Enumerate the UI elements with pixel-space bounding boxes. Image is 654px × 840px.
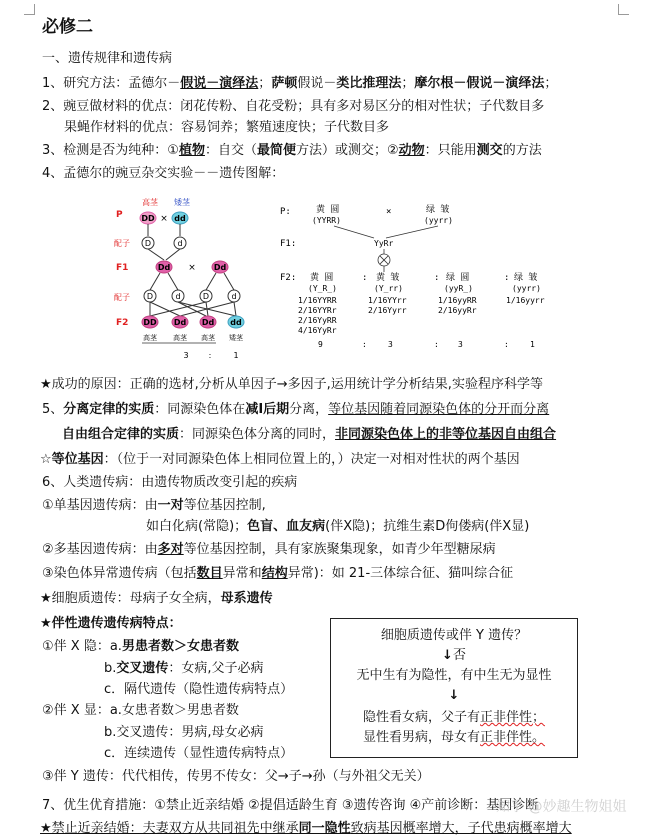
svg-text:D: D — [146, 292, 154, 301]
f2-col-green-round — [438, 272, 477, 349]
ratio-9: 9 — [318, 340, 323, 349]
label-gamete-2: 配子 — [114, 293, 130, 302]
svg-text::: : — [208, 351, 212, 360]
svg-text:(yyrr): (yyrr) — [424, 216, 453, 225]
line-xr-3: c．隔代遗传（隐性遗传病特点） — [104, 682, 294, 697]
svg-text:高茎: 高茎 — [201, 334, 215, 342]
svg-text:d: d — [177, 239, 183, 248]
svg-text:dd: dd — [174, 214, 186, 223]
line-allele-definition: ☆等位基因：（位于一对同源染色体上相同位置上的，）决定一对相对性状的两个基因 — [40, 452, 520, 467]
label-F2: F2 — [116, 318, 129, 328]
svg-text::: : — [504, 340, 509, 349]
svg-text:×: × — [188, 263, 196, 273]
box-arrow: ↓ — [448, 688, 460, 703]
svg-text:Dd: Dd — [201, 318, 215, 327]
line-eugenics-measures: 7、优生优育措施：①禁止近亲结婚 ②提倡适龄生育 ③遗传咨询 ④产前诊断：基因诊断 — [42, 798, 539, 813]
svg-text:d: d — [175, 292, 181, 301]
line-human-genetic-disease: 6、人类遗传病：由遗传物质改变引起的疾病 — [42, 475, 298, 490]
svg-text:2/16Yyrr: 2/16Yyrr — [368, 306, 407, 315]
line-segregation-law: 5、分离定律的实质：同源染色体在减Ⅰ后期分离，等位基因随着同源染色体的分开而分离 — [42, 402, 550, 417]
line-xd-3: c．连续遗传（显性遗传病特点） — [104, 746, 294, 761]
svg-text:DD: DD — [141, 214, 155, 223]
svg-text:1/16yyrr: 1/16yyrr — [506, 296, 545, 305]
svg-text:2/16yyRr: 2/16yyRr — [438, 306, 477, 315]
line-xr-2: b.交叉遗传：女病,父子必病 — [104, 661, 264, 676]
watermark: 知乎 @妙趣生物姐姐 — [496, 799, 627, 815]
ratio-3b: 3 — [458, 340, 463, 349]
label-short: 矮茎 — [174, 198, 190, 207]
ratio-1: 1 — [530, 340, 535, 349]
corner-mark-top-left — [24, 4, 35, 15]
line-multi-gene: ②多基因遗传病：由多对等位基因控制，具有家族聚集现象，如青少年型糖尿病 — [42, 542, 496, 557]
label-tall: 高茎 — [142, 198, 158, 207]
ratio-3a: 3 — [388, 340, 393, 349]
svg-text::: : — [504, 273, 510, 283]
svg-text:DD: DD — [143, 318, 157, 327]
line-sex-linked-heading: ★伴性遗传遗传病特点： — [40, 616, 182, 631]
svg-text::: : — [434, 340, 439, 349]
box-no-arrow: ↓否 — [442, 648, 466, 663]
svg-text:2/16YYRr: 2/16YYRr — [298, 306, 337, 315]
line-success-reasons: ★成功的原因：正确的选材,分析从单因子→多因子,运用统计学分析结果,实验程序科学等 — [40, 377, 543, 392]
svg-text:(YYRR): (YYRR) — [312, 216, 341, 225]
svg-text:D: D — [202, 292, 210, 301]
svg-text:(yyR_): (yyR_) — [444, 284, 473, 293]
svg-text:Dd: Dd — [157, 263, 171, 272]
box-recessive-rule: 隐性看女病，父子有正非伴性； — [362, 710, 546, 725]
svg-text:黄 圆: 黄 圆 — [316, 205, 340, 215]
line-single-gene-examples: 如白化病(常隐)；色盲、血友病(伴X隐)；抗维生素D佝偻病(伴X显) — [146, 519, 530, 534]
f2-col-green-wrinkled — [506, 271, 545, 349]
label-gamete-1: 配子 — [114, 239, 130, 248]
line-independent-assortment: 自由组合定律的实质：同源染色体分离的同时，非同源染色体上的非等位基因自由组合 — [62, 427, 557, 442]
dihybrid-cross-diagram — [278, 204, 568, 354]
line-xd-1: ②伴 X 显：a.女患者数＞男患者数 — [42, 703, 239, 718]
line-fruitfly-advantages: 果蝇作材料的优点：容易饲养；繁殖速度快；子代数目多 — [64, 120, 390, 135]
box-rule: 无中生有为隐性，有中生无为显性 — [356, 668, 552, 683]
svg-text:高茎: 高茎 — [143, 334, 157, 342]
pedigree-decision-box — [330, 618, 578, 758]
box-dominant-rule: 显性看男病，母女有正非伴性。 — [362, 730, 546, 745]
svg-text:Dd: Dd — [213, 263, 227, 272]
svg-text:D: D — [144, 239, 152, 248]
svg-text:2/16YyRR: 2/16YyRR — [298, 316, 337, 325]
svg-text:1/16yyRR: 1/16yyRR — [438, 296, 477, 305]
line-cytoplasmic-inheritance: ★细胞质遗传：母病子女全病，母系遗传 — [40, 591, 273, 606]
label-F1: F1 — [116, 263, 129, 273]
box-question: 细胞质遗传或伴 Y 遗传？ — [380, 628, 528, 643]
f2-col-yellow-round — [298, 271, 337, 349]
svg-text:dd: dd — [230, 318, 242, 327]
svg-text:高茎: 高茎 — [173, 334, 187, 342]
svg-text:d: d — [231, 292, 237, 301]
monohybrid-cross-diagram — [108, 196, 270, 366]
label-P: P: — [280, 207, 291, 217]
cross-symbol: × — [160, 214, 168, 224]
f2-col-yellow-wrinkled — [368, 271, 407, 349]
line-no-consanguineous-marriage: ★禁止近亲结婚：夫妻双方从共同祖先中继承同一隐性致病基因概率增大，子代患病概率增大 — [40, 821, 572, 836]
svg-text:(Y_rr): (Y_rr) — [374, 284, 403, 293]
line-single-gene: ①单基因遗传病：由一对等位基因控制, — [42, 498, 266, 513]
svg-text:(Y_R_): (Y_R_) — [308, 284, 337, 293]
line-mendel-diagram-title: 4、孟德尔的豌豆杂交实验－－遗传图解： — [42, 166, 285, 181]
svg-text:绿 皱: 绿 皱 — [426, 205, 450, 215]
line-xd-2: b.交叉遗传：男病,母女必病 — [104, 725, 264, 740]
svg-text:(yyrr): (yyrr) — [512, 284, 541, 293]
svg-text:4/16YyRr: 4/16YyRr — [298, 326, 337, 335]
label-F2: F2: — [280, 273, 297, 283]
svg-text:×: × — [386, 207, 392, 217]
line-chromosome-abnormal: ③染色体异常遗传病（包括数目异常和结构异常)：如 21-三体综合征、猫叫综合征 — [42, 566, 514, 581]
corner-mark-top-right — [618, 4, 629, 15]
line-xr-1: ①伴 X 隐：a.男患者数＞女患者数 — [42, 639, 239, 654]
line-y-linked: ③伴 Y 遗传：代代相传，传男不传女：父→子→孙（与外祖父无关） — [42, 769, 430, 784]
line-purity-test: 3、检测是否为纯种：①植物：自交（最简便方法）或测交；②动物：只能用测交的方法 — [42, 143, 542, 158]
label-P: P — [116, 210, 123, 220]
genotype-YyRr: YyRr — [374, 239, 394, 248]
svg-text:1/16YYrr: 1/16YYrr — [368, 296, 407, 305]
svg-text:1/16YYRR: 1/16YYRR — [298, 296, 337, 305]
svg-text:绿 皱: 绿 皱 — [514, 273, 538, 283]
ratio-1: 1 — [233, 351, 239, 360]
section-heading: 一、遗传规律和遗传病 — [42, 51, 173, 66]
svg-text:黄 圆: 黄 圆 — [310, 273, 334, 283]
line-research-method: 1、研究方法：孟德尔－假说－演绎法；萨顿假说－类比推理法；摩尔根－假说－演绎法； — [42, 76, 558, 91]
svg-text:绿 圆: 绿 圆 — [446, 273, 470, 283]
svg-text:黄 皱: 黄 皱 — [376, 273, 400, 283]
label-F1: F1: — [280, 239, 297, 249]
svg-text::: : — [362, 340, 367, 349]
page-title: 必修二 — [42, 17, 93, 37]
svg-text:矮茎: 矮茎 — [229, 334, 243, 342]
svg-text:Dd: Dd — [173, 318, 187, 327]
ratio-3: 3 — [183, 351, 189, 360]
line-pea-advantages: 2、豌豆做材料的优点：闭花传粉、自花受粉；具有多对易区分的相对性状；子代数目多 — [42, 99, 545, 114]
svg-text::: : — [362, 273, 368, 283]
svg-text::: : — [434, 273, 440, 283]
